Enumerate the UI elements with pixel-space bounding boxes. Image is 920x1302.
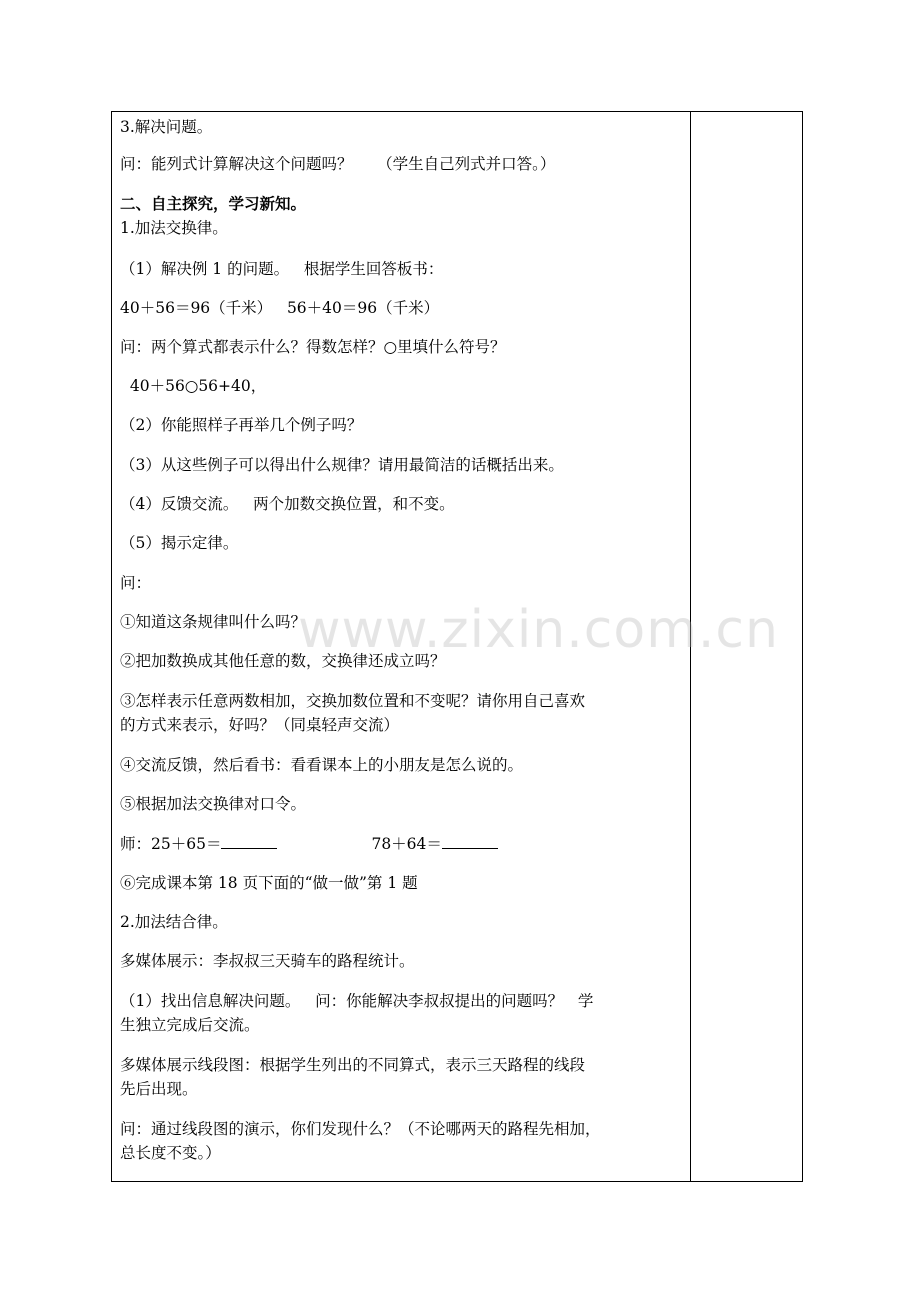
subsection-heading: 1.加法交换律。	[120, 219, 228, 237]
text-line: （3）从这些例子可以得出什么规律？请用最简洁的话概括出来。	[120, 456, 564, 474]
text-line: （4）反馈交流。 两个加数交换位置，和不变。	[120, 495, 455, 513]
text-line: 多媒体展示：李叔叔三天骑车的路程统计。	[120, 952, 415, 970]
text-line: ②把加数换成其他任意的数，交换律还成立吗？	[120, 652, 446, 670]
text-line: ③怎样表示任意两数相加，交换加数位置和不变呢？请你用自己喜欢	[120, 692, 586, 710]
text-line: 问：能列式计算解决这个问题吗？ （学生自己列式并口答。）	[120, 155, 556, 173]
answer-blank	[442, 832, 498, 849]
text-line: （1）找出信息解决问题。 问：你能解决李叔叔提出的问题吗？ 学	[120, 992, 594, 1010]
text-line: 先后出现。	[120, 1080, 198, 1098]
text-line: 问：通过线段图的演示，你们发现什么？（不论哪两天的路程先相加，	[120, 1120, 601, 1138]
exercise-line	[120, 832, 498, 855]
answer-blank	[221, 832, 277, 849]
text-line: 问：	[120, 574, 152, 592]
text-line: 3.解决问题。	[120, 118, 213, 136]
exercise-right: 78＋64＝	[371, 835, 442, 853]
text-line: ⑥完成课本第 18 页下面的“做一做”第 1 题	[120, 874, 418, 892]
equation-line: 40＋56○56+40，	[120, 377, 267, 395]
text-line: ①知道这条规律叫什么吗？	[120, 613, 307, 631]
section-heading: 二、自主探究，学习新知。	[120, 194, 307, 213]
watermark: www.zixin.com.cn	[298, 600, 779, 660]
text-line: 多媒体展示线段图：根据学生列出的不同算式，表示三天路程的线段	[120, 1056, 586, 1074]
text-line: 总长度不变。）	[120, 1144, 221, 1162]
text-line: （1）解决例 1 的问题。 根据学生回答板书：	[120, 260, 444, 278]
text-line: 的方式来表示，好吗？（同桌轻声交流）	[120, 716, 400, 734]
text-line: （5）揭示定律。	[120, 534, 239, 552]
text-line: （2）你能照样子再举几个例子吗？	[120, 416, 363, 434]
text-line: 问：两个算式都表示什么？得数怎样？○里填什么符号？	[120, 338, 506, 356]
text-line: ④交流反馈，然后看书：看看课本上的小朋友是怎么说的。	[120, 756, 524, 774]
equation-line: 40＋56＝96（千米） 56＋40＝96（千米）	[120, 299, 440, 317]
subsection-heading: 2.加法结合律。	[120, 913, 228, 931]
text-line: ⑤根据加法交换律对口令。	[120, 795, 307, 813]
exercise-left: 师：25＋65＝	[120, 835, 222, 853]
text-line: 生独立完成后交流。	[120, 1016, 260, 1034]
